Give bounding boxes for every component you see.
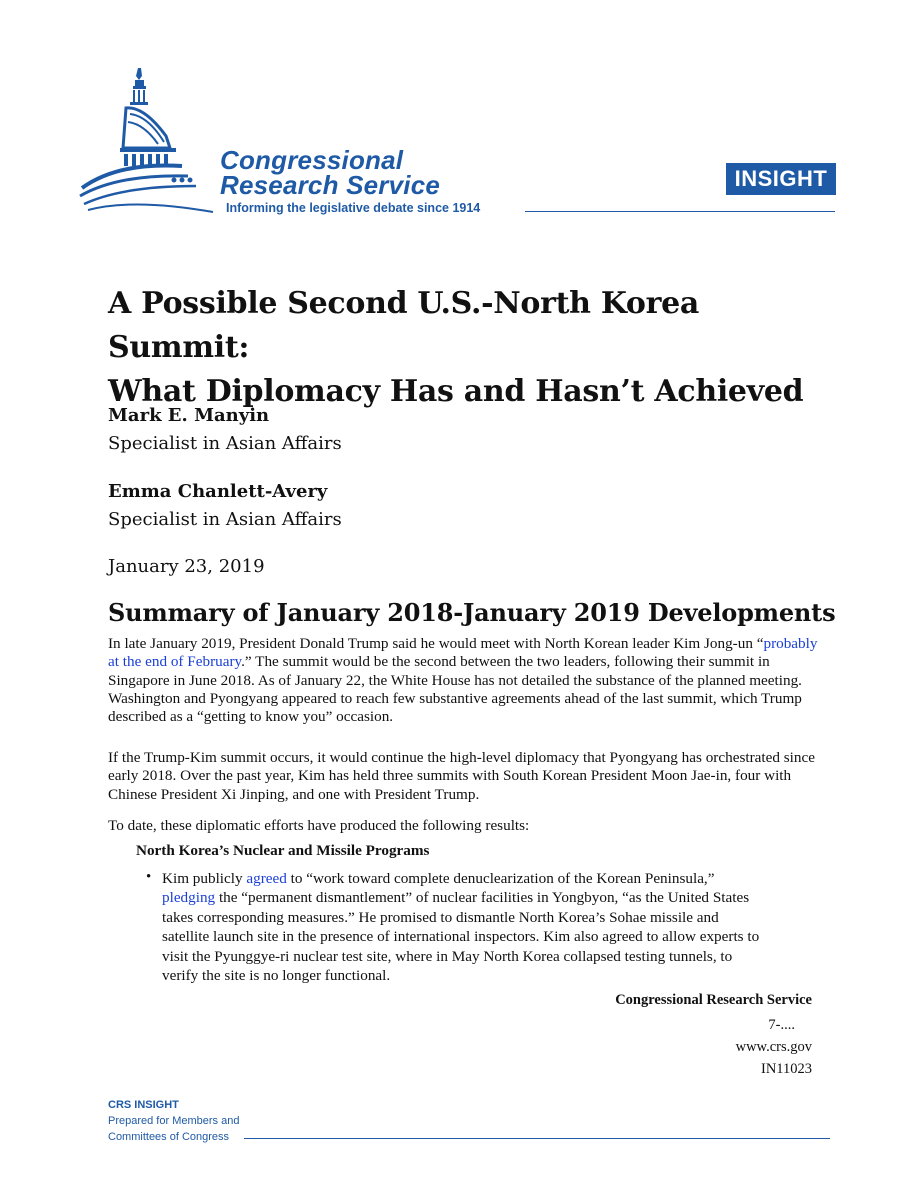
bullet-icon: • bbox=[146, 869, 152, 885]
title-line2: What Diplomacy Has and Hasn’t Achieved bbox=[108, 374, 804, 409]
org-name-line2: Research Service bbox=[220, 170, 441, 200]
section-heading: Summary of January 2018-January 2019 Developments bbox=[108, 598, 836, 627]
bullet-text-2: to “work toward complete denuclearization of the Korean Peninsula,” bbox=[286, 870, 715, 887]
agreed-link[interactable]: agreed bbox=[246, 870, 287, 887]
report-code: IN11023 bbox=[760, 1061, 812, 1077]
bullet-item bbox=[162, 869, 762, 985]
page-number: 7-.... bbox=[768, 1017, 795, 1033]
p1-text-before: In late January 2019, President Donald Trump said he would meet with North Korean leader Kim Jong-un “ bbox=[108, 635, 764, 652]
author-name-1: Mark E. Manyin bbox=[108, 405, 270, 426]
title-line1: A Possible Second U.S.-North Korea Summit: bbox=[108, 286, 700, 365]
paragraph-3: To date, these diplomatic efforts have produced the following results: bbox=[108, 817, 530, 834]
footer-org-name: Congressional Research Service bbox=[615, 992, 812, 1008]
page-title bbox=[108, 282, 848, 414]
publication-date: January 23, 2019 bbox=[108, 556, 265, 577]
p1-text-after: .” The summit would be the second between the two leaders, following their summit in Singapore in June 2018. As of January 22, the White House has not detailed the substance of the planned meeting. Washington and Pyongyang appeared to reach few substantive agreements ahead of the last summit, which Trump described as a “getting to know you” occasion. bbox=[108, 653, 802, 726]
pledging-link[interactable]: pledging bbox=[162, 889, 216, 907]
org-tagline: Informing the legislative debate since 1914 bbox=[226, 201, 481, 215]
probably-end-of-february-link[interactable]: probably at the end of February bbox=[108, 635, 818, 671]
footer-rule bbox=[244, 1138, 830, 1139]
prepared-for-line: Prepared for Members and bbox=[108, 1115, 240, 1127]
website-url: www.crs.gov bbox=[735, 1039, 812, 1055]
committees-line: Committees of Congress bbox=[108, 1131, 230, 1143]
author-name-2: Emma Chanlett-Avery bbox=[108, 481, 328, 502]
capitol-dome-icon bbox=[78, 66, 223, 216]
paragraph-2: If the Trump-Kim summit occurs, it would continue the high-level diplomacy that Pyongyang has orchestrated since early 2018. Over the past year, Kim has held three summits with South Korean President Moon Jae-in, four with Chinese President Xi Jinping, and one with President Trump. bbox=[108, 749, 815, 803]
subheading-nuclear-missile: North Korea’s Nuclear and Missile Programs bbox=[136, 842, 430, 859]
author-role-1: Specialist in Asian Affairs bbox=[108, 433, 342, 454]
org-name-line1: Congressional bbox=[220, 145, 404, 175]
bullet-text-3: the “permanent dismantlement” of nuclear facilities in Yongbyon, “as the United States takes corresponding measures.” He promised to dismantle North Korea’s Sohae missile and satellite launch site in the presence of international inspectors. Kim also agreed to allow experts to visit the Pyunggye-ri nuclear test site, where in May North Korea collapsed testing tunnels, to verify the site is no longer functional. bbox=[162, 889, 760, 985]
author-role-2: Specialist in Asian Affairs bbox=[108, 509, 342, 530]
crs-logo bbox=[78, 66, 548, 226]
crs-insight-label: CRS INSIGHT bbox=[108, 1099, 179, 1111]
bullet-text-1: Kim publicly bbox=[162, 870, 247, 887]
insight-badge: INSIGHT bbox=[726, 163, 836, 195]
paragraph-1 bbox=[108, 635, 818, 726]
header-rule bbox=[525, 211, 835, 212]
